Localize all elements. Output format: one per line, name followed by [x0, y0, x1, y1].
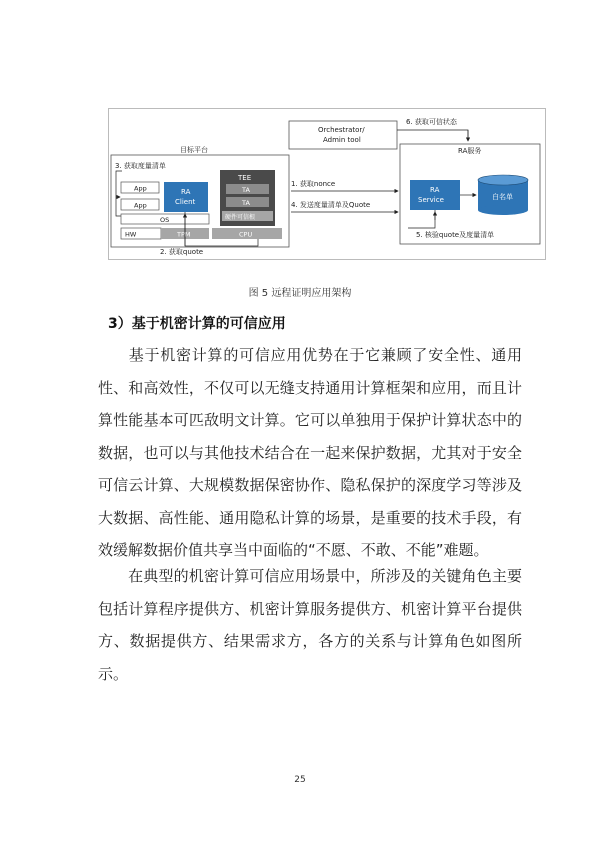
ra-client-label-1: RA [181, 188, 191, 196]
verify-label: 5. 核验quote及度量清单 [416, 231, 495, 239]
ra-service-label-1: RA [430, 186, 440, 194]
get-trust-state-label: 6. 获取可信状态 [406, 118, 457, 126]
get-quote-label: 2. 获取quote [160, 248, 204, 256]
ra-service-box [410, 180, 460, 210]
app-label-1: App [134, 184, 147, 193]
ra-service-label-2: Service [418, 196, 444, 204]
send-list-label: 4. 发送度量清单及Quote [291, 201, 371, 209]
page-number: 25 [294, 775, 306, 785]
whitelist-label: 白名单 [492, 193, 513, 201]
target-platform-label: 目标平台 [180, 146, 208, 154]
ra-service-box-label: RA服务 [458, 147, 482, 155]
paragraph-1-text: 基于机密计算的可信应用优势在于它兼顾了安全性、通用性、和高效性，不仅可以无缝支持通用计算框架和应用，而且计算性能基本可匹敌明文计算。它可以单独用于保护计算状态中的数据，也可以与其他技术结合在一起来保护数据，尤其对于安全可信云计算、大规模数据保密协作、隐私保护的深度学习等涉及大数据、高性能、通用隐私计算的场景，是重要的技术手段，有效缓解数据价值共享当中面临的“不愿、不敢、不能”难题。 [98, 346, 522, 559]
tpm-label: TPM [177, 230, 191, 239]
ta-label-2: TA [242, 199, 250, 207]
section-heading: 3）基于机密计算的可信应用 [108, 316, 286, 332]
paragraph-1 [98, 339, 522, 567]
paragraph-2-text: 在典型的机密计算可信应用场景中，所涉及的关键角色主要包括计算程序提供方、机密计算服务提供方、机密计算平台提供方、数据提供方、结果需求方，各方的关系与计算角色如图所示。 [98, 567, 522, 683]
ta-label-1: TA [242, 186, 250, 194]
tee-label: TEE [238, 174, 252, 182]
orchestrator-label-1: Orchestrator/ [318, 126, 365, 134]
os-label: OS [160, 216, 170, 224]
ra-client-label-2: Client [175, 198, 196, 206]
get-nonce-label: 1. 获取nonce [291, 180, 336, 188]
paragraph-2 [98, 560, 522, 690]
orchestrator-label-2: Admin tool [323, 136, 361, 144]
architecture-diagram [108, 108, 546, 260]
ra-client-box [164, 182, 208, 212]
get-list-label: 3. 获取度量清单 [115, 162, 166, 170]
hw-label: HW [125, 230, 137, 239]
app-label-2: App [134, 201, 147, 210]
cpu-label: CPU [239, 230, 253, 239]
figure-caption: 图 5 远程证明应用架构 [248, 288, 352, 299]
hw-trust-root-label: 硬件可信根 [225, 214, 256, 221]
